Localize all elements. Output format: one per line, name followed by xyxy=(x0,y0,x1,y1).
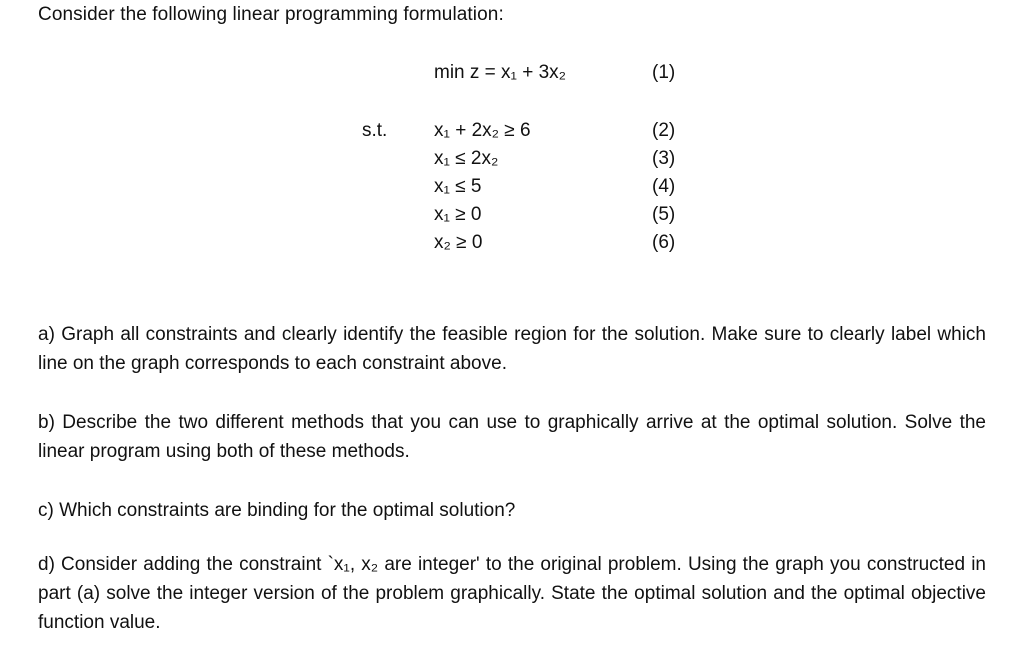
constraint-6: x₂ ≥ 0 xyxy=(434,232,483,253)
question-a: a) Graph all constraints and clearly identify the feasible region for the solution. Make sure to clearly label which line on the graph corresponds to each constraint above. xyxy=(38,324,986,374)
lp-formulation xyxy=(0,0,1024,300)
constraint-4: x₁ ≤ 5 xyxy=(434,176,482,197)
equation-number-4: (4) xyxy=(652,176,676,197)
intro-text: Consider the following linear programming formulation: xyxy=(38,4,504,25)
objective-function: min z = x₁ + 3x₂ xyxy=(434,62,567,83)
equation-number-3: (3) xyxy=(652,148,676,169)
equation-number-5: (5) xyxy=(652,204,676,225)
equation-number-6: (6) xyxy=(652,232,676,253)
question-b: b) Describe the two different methods that you can use to graphically arrive at the optimal solution. Solve the linear program using both of these methods. xyxy=(38,412,986,462)
subject-to-label: s.t. xyxy=(362,120,388,141)
constraint-5: x₁ ≥ 0 xyxy=(434,204,482,225)
equation-number-2: (2) xyxy=(652,120,676,141)
constraint-2: x₁ + 2x₂ ≥ 6 xyxy=(434,120,531,141)
equation-number-1: (1) xyxy=(652,62,676,83)
constraint-3: x₁ ≤ 2x₂ xyxy=(434,148,499,169)
question-c: c) Which constraints are binding for the optimal solution? xyxy=(38,500,516,521)
question-d: d) Consider adding the constraint `x₁, x₂ are integer' to the original problem. Using the graph you constructed in part (a) solve the integer version of the problem graphically. State the optimal solution and the optimal objective function value. xyxy=(38,554,986,633)
